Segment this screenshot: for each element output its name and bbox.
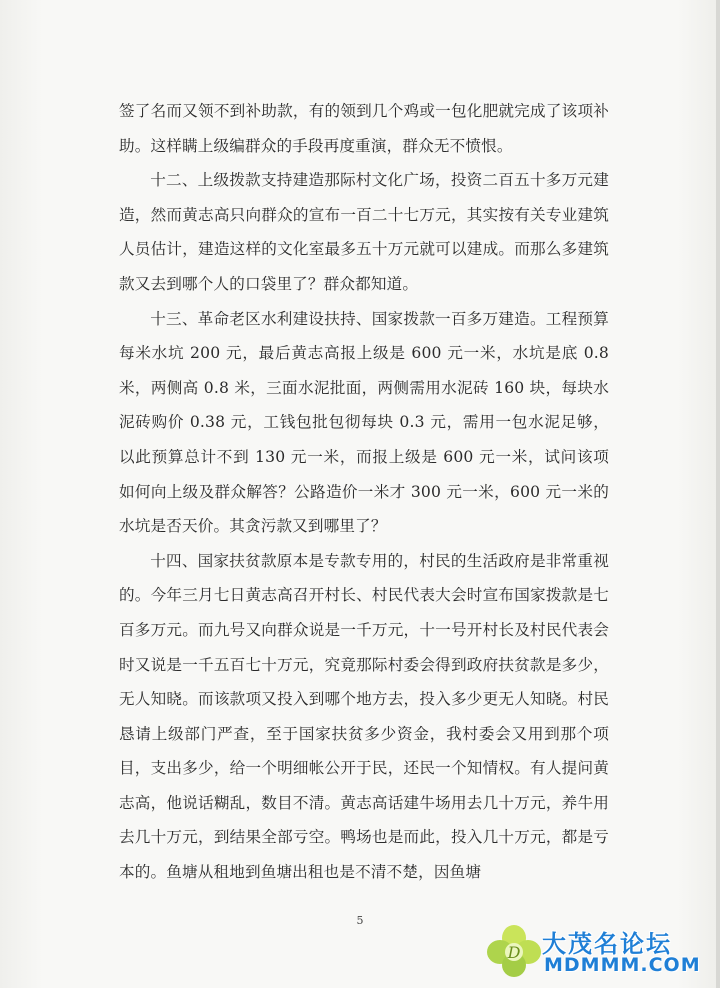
- paragraph-item-13: 十三、革命老区水利建设扶持、国家拨款一百多万建造。工程预算每米水坑 200 元，最后黄志高报上级是 600 元一米，水坑是底 0.8 米，两侧高 0.8 米，三面水泥批面，两侧需用水泥砖 160 块，每块水泥砖购价 0.38 元，工钱包批包彻每块 0.3 元，需用一包水泥足够，以此预算总计不到 130 元一米，而报上级是 600 元一米，试问该项如何向上级及群众解答？公路造价一米才 300 元一米，600 元一米的水坑是否天价。其贪污款又到哪里了？: [119, 309, 609, 536]
- watermark-title: 大茂名论坛: [542, 930, 672, 958]
- document-body: [119, 94, 609, 890]
- page-number: 5: [356, 914, 364, 927]
- paragraph-continuation: 签了名而又领不到补助款，有的领到几个鸡或一包化肥就完成了该项补助。这样瞒上级编群众的手段再度重演，群众无不愤恨。: [119, 102, 609, 155]
- paragraph-item-12: 十二、上级拨款支持建造那际村文化广场，投资二百五十多万元建造，然而黄志高只向群众的宣布一百二十七万元，其实按有关专业建筑人员估计，建造这样的文化室最多五十万元就可以建成。而那么多建筑款又去到哪个人的口袋里了？群众都知道。: [119, 171, 609, 293]
- logo-letter: D: [507, 943, 521, 962]
- clover-logo-icon: [484, 922, 544, 980]
- watermark-url: MDMMM.COM: [544, 954, 701, 976]
- forum-watermark: [484, 920, 714, 982]
- paragraph-item-14: 十四、国家扶贫款原本是专款专用的，村民的生活政府是非常重视的。今年三月七日黄志高召开村长、村民代表大会时宣布国家拨款是七百多万元。而九号又向群众说是一千万元，十一号开村长及村民代表会时又说是一千五百七十万元，究竟那际村委会得到政府扶贫款是多少，无人知晓。而该款项又投入到哪个地方去，投入多少更无人知晓。村民恳请上级部门严查，至于国家扶贫多少资金，我村委会又用到那个项目，支出多少，给一个明细帐公开于民，还民一个知情权。有人提问黄志高，他说话糊乱，数目不清。黄志高话建牛场用去几十万元，养牛用去几十万元，到结果全部亏空。鸭场也是而此，投入几十万元，都是亏本的。鱼塘从租地到鱼塘出租也是不清不楚，因鱼塘: [119, 551, 609, 882]
- page-edge: [716, 0, 720, 988]
